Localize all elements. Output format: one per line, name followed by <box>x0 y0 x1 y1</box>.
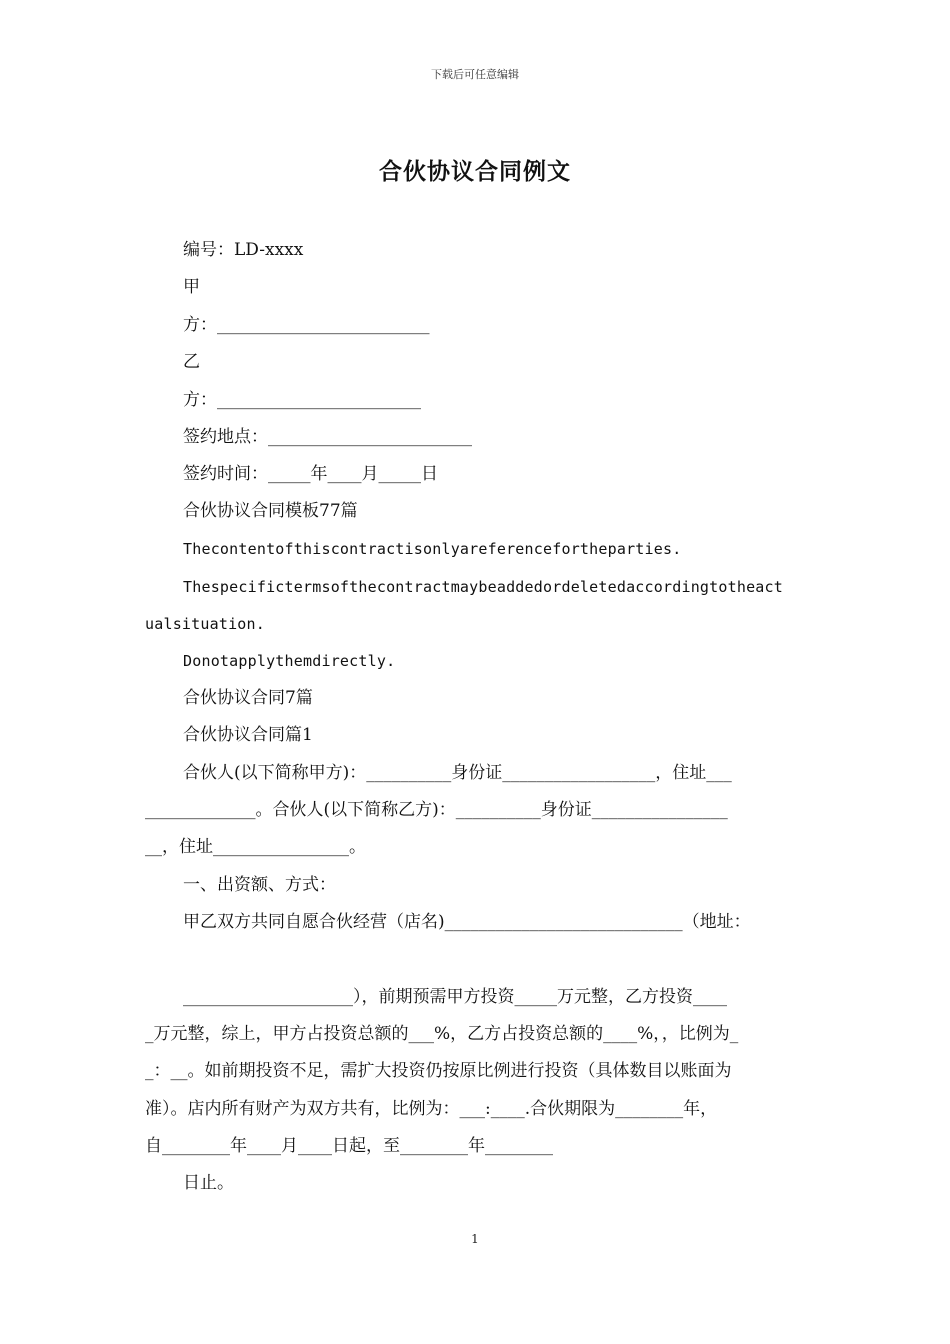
page-number: 1 <box>471 1232 479 1246</box>
english-note-line: Donotapplythemdirectly. <box>183 652 396 670</box>
english-note-line: Thespecifictermsofthecontractmaybeaddedordeletedaccordingtotheact <box>183 578 783 596</box>
section-heading: 合伙协议合同篇1 <box>183 725 313 745</box>
section-heading: 合伙协议合同模板77篇 <box>183 501 358 521</box>
section-heading: 合伙协议合同7篇 <box>183 688 313 708</box>
signing-time: 签约时间：_____年____月_____日 <box>183 464 438 484</box>
body-text-line: 合伙人(以下简称甲方)：__________身份证__________________，住址___ <box>183 763 732 783</box>
clause-heading: 一、出资额、方式： <box>183 875 336 895</box>
page-header: 下载后可任意编辑 <box>431 68 519 81</box>
document-title: 合伙协议合同例文 <box>379 159 571 185</box>
english-note-line: ualsituation. <box>145 615 265 633</box>
body-text-line: 准）。店内所有财产为双方共有，比例为：___:____.合伙期限为________年， <box>145 1099 718 1119</box>
party-a-label: 甲 <box>183 277 200 297</box>
english-note-line: Thecontentofthiscontractisonlyareferencefortheparties. <box>183 540 682 558</box>
signing-place: 签约地点：________________________ <box>183 427 472 447</box>
body-text-line: ____________________），前期预需甲方投资_____万元整，乙方投资____ <box>183 987 727 1007</box>
body-text-line: 日止。 <box>183 1173 234 1193</box>
party-a-field: 方：_________________________ <box>183 315 430 335</box>
body-text-line: _：__。如前期投资不足，需扩大投资仍按原比例进行投资（具体数目以账面为 <box>145 1061 732 1081</box>
body-text-line: 甲乙双方共同自愿合伙经营（店名)____________________________（地址： <box>183 912 751 932</box>
contract-number: 编号：LD-xxxx <box>183 240 304 260</box>
body-text-line: 自________年____月____日起，至________年________ <box>145 1136 553 1156</box>
body-text-line: _万元整，综上，甲方占投资总额的___%，乙方占投资总额的____%，，比例为_ <box>145 1024 739 1044</box>
body-text-line: _____________。合伙人(以下简称乙方)：__________身份证________________ <box>145 800 728 820</box>
body-text-line: __，住址________________。 <box>145 837 366 857</box>
party-b-field: 方：________________________ <box>183 390 421 410</box>
party-b-label: 乙 <box>183 352 200 372</box>
